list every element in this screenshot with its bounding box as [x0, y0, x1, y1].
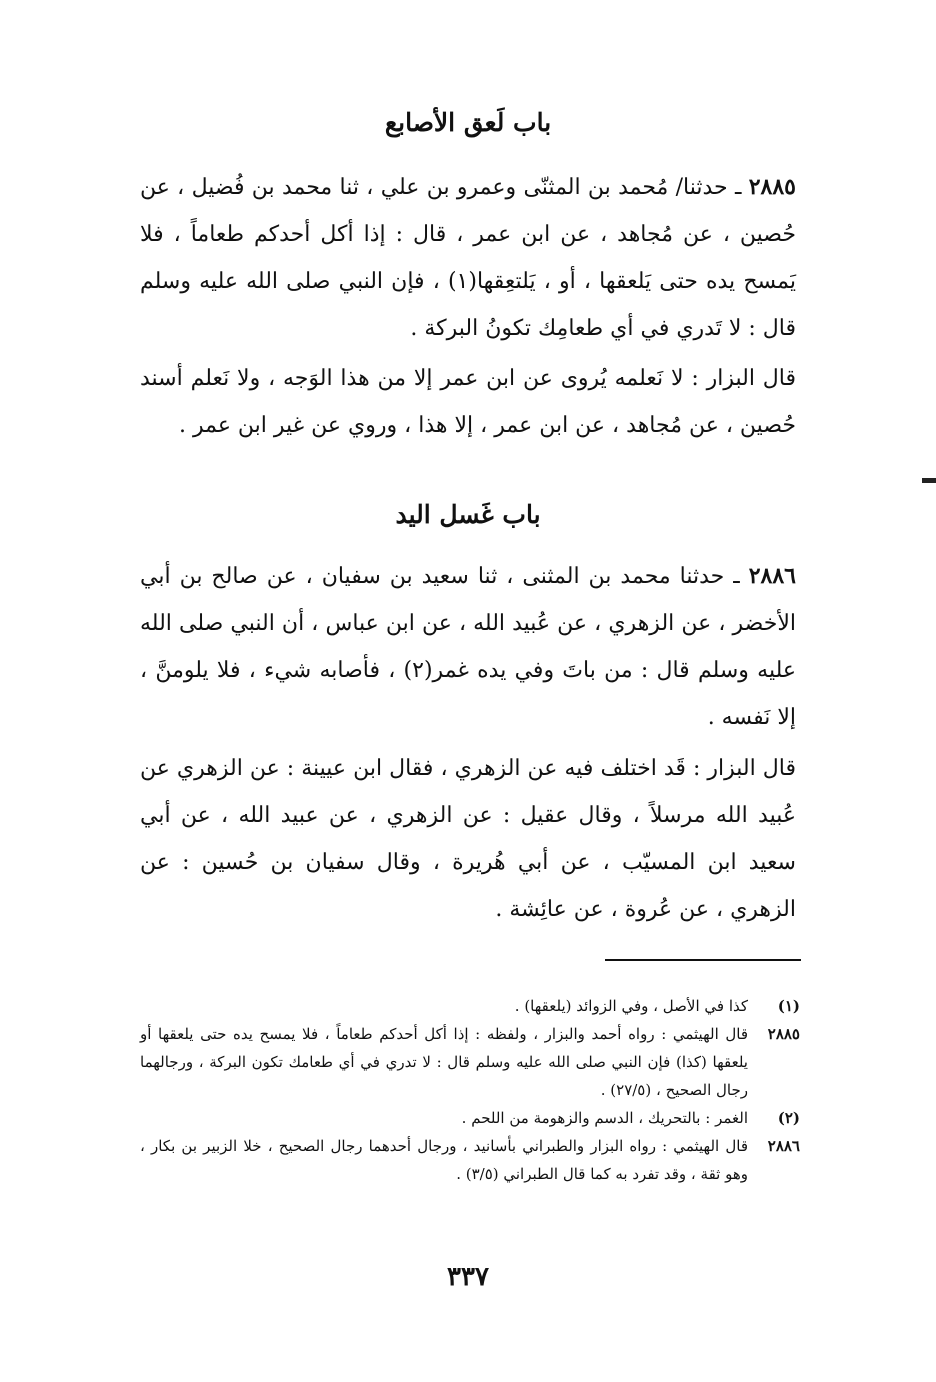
page-number: ٣٣٧	[447, 1262, 489, 1292]
footnote-label: ٢٨٨٦	[767, 1137, 800, 1155]
footnote-divider	[605, 959, 801, 961]
page-edge-mark	[922, 478, 936, 483]
footnote-2886	[140, 1132, 800, 1188]
footnote-text: قال الهيثمي : رواه أحمد والبزار ، ولفظه : إذا أكل أحدكم طعاماً ، فلا يمسح يده حتى يلعقها أو يلعقها (كذا) فإن النبي صلى الله عليه وسلم قال : لا تدري في أي طعامك تكون البركة ، ورجالهما رجال الصحيح ، (٢٧/٥) .	[140, 1025, 748, 1099]
footnote-text: كذا في الأصل ، وفي الزوائد (يلعقها) .	[514, 997, 748, 1015]
chapter-heading-licking-fingers: باب لَعق الأصابع	[384, 108, 552, 137]
hadith-number: ٢٨٨٥	[748, 174, 796, 200]
footnote-label: ٢٨٨٥	[767, 1025, 800, 1043]
hadith-2886	[140, 553, 796, 741]
hadith-text: ـ حدثنا محمد بن المثنى ، ثنا سعيد بن سفيان ، عن صالح بن أبي الأخضر ، عن الزهري ، عن عُبيد الله ، عن ابن عباس ، أن النبي صلى الله عليه وسلم قال : من باتَ وفي يده غمر(٢) ، فأصابه شيء ، فلا يلومنَّ ، إلا نَفسه .	[140, 564, 797, 730]
footnote-2885	[140, 1020, 800, 1104]
footnote-label: (٢)	[777, 1109, 800, 1127]
footnote-2	[140, 1104, 800, 1132]
hadith-number: ٢٨٨٦	[748, 563, 796, 589]
footnote-1	[140, 992, 800, 1020]
footnotes	[140, 992, 800, 1188]
footnote-text: الغمر : بالتحريك ، الدسم والزهومة من اللحم .	[461, 1109, 748, 1127]
bazzar-commentary-2: قال البزار : قَد اختلف فيه عن الزهري ، فقال ابن عيينة : عن الزهري عن عُبيد الله مرسلاً ، وقال عقيل : عن الزهري ، عن عبيد الله ، عن أبي سعيد ابن المسيّب ، عن أبي هُريرة ، وقال سفيان بن حُسين : عن الزهري ، عن عُروة ، عن عائِشة .	[140, 756, 796, 922]
chapter-heading-washing-hand: باب غَسل اليد	[395, 500, 541, 529]
bazzar-commentary-1: قال البزار : لا نَعلمه يُروى عن ابن عمر إلا من هذا الوَجه ، ولا نَعلم أسند حُصين ، عن مُجاهد ، عن ابن عمر ، إلا هذا ، وروي عن غير ابن عمر .	[140, 366, 796, 438]
footnote-text: قال الهيثمي : رواه البزار والطبراني بأسانيد ، ورجال أحدهما رجال الصحيح ، خلا الزبير بن بكار ، وهو ثقة ، وقد تفرد به كما قال الطبراني (٣/٥) .	[140, 1137, 748, 1183]
hadith-text: ـ حدثنا/ مُحمد بن المثنّى وعمرو بن علي ، ثنا محمد بن فُضيل ، عن حُصين ، عن مُجاهد ، عن ابن عمر ، قال : إذا أكل أحدكم طعاماً ، فلا يَمسح يده حتى يَلعقها ، أو ، يَلتعِقها(١) ، فإن النبي صلى الله عليه وسلم قال : لا تَدري في أي طعامِك تكونُ البركة .	[140, 175, 796, 341]
hadith-2885	[140, 164, 796, 352]
footnote-label: (١)	[777, 997, 800, 1015]
